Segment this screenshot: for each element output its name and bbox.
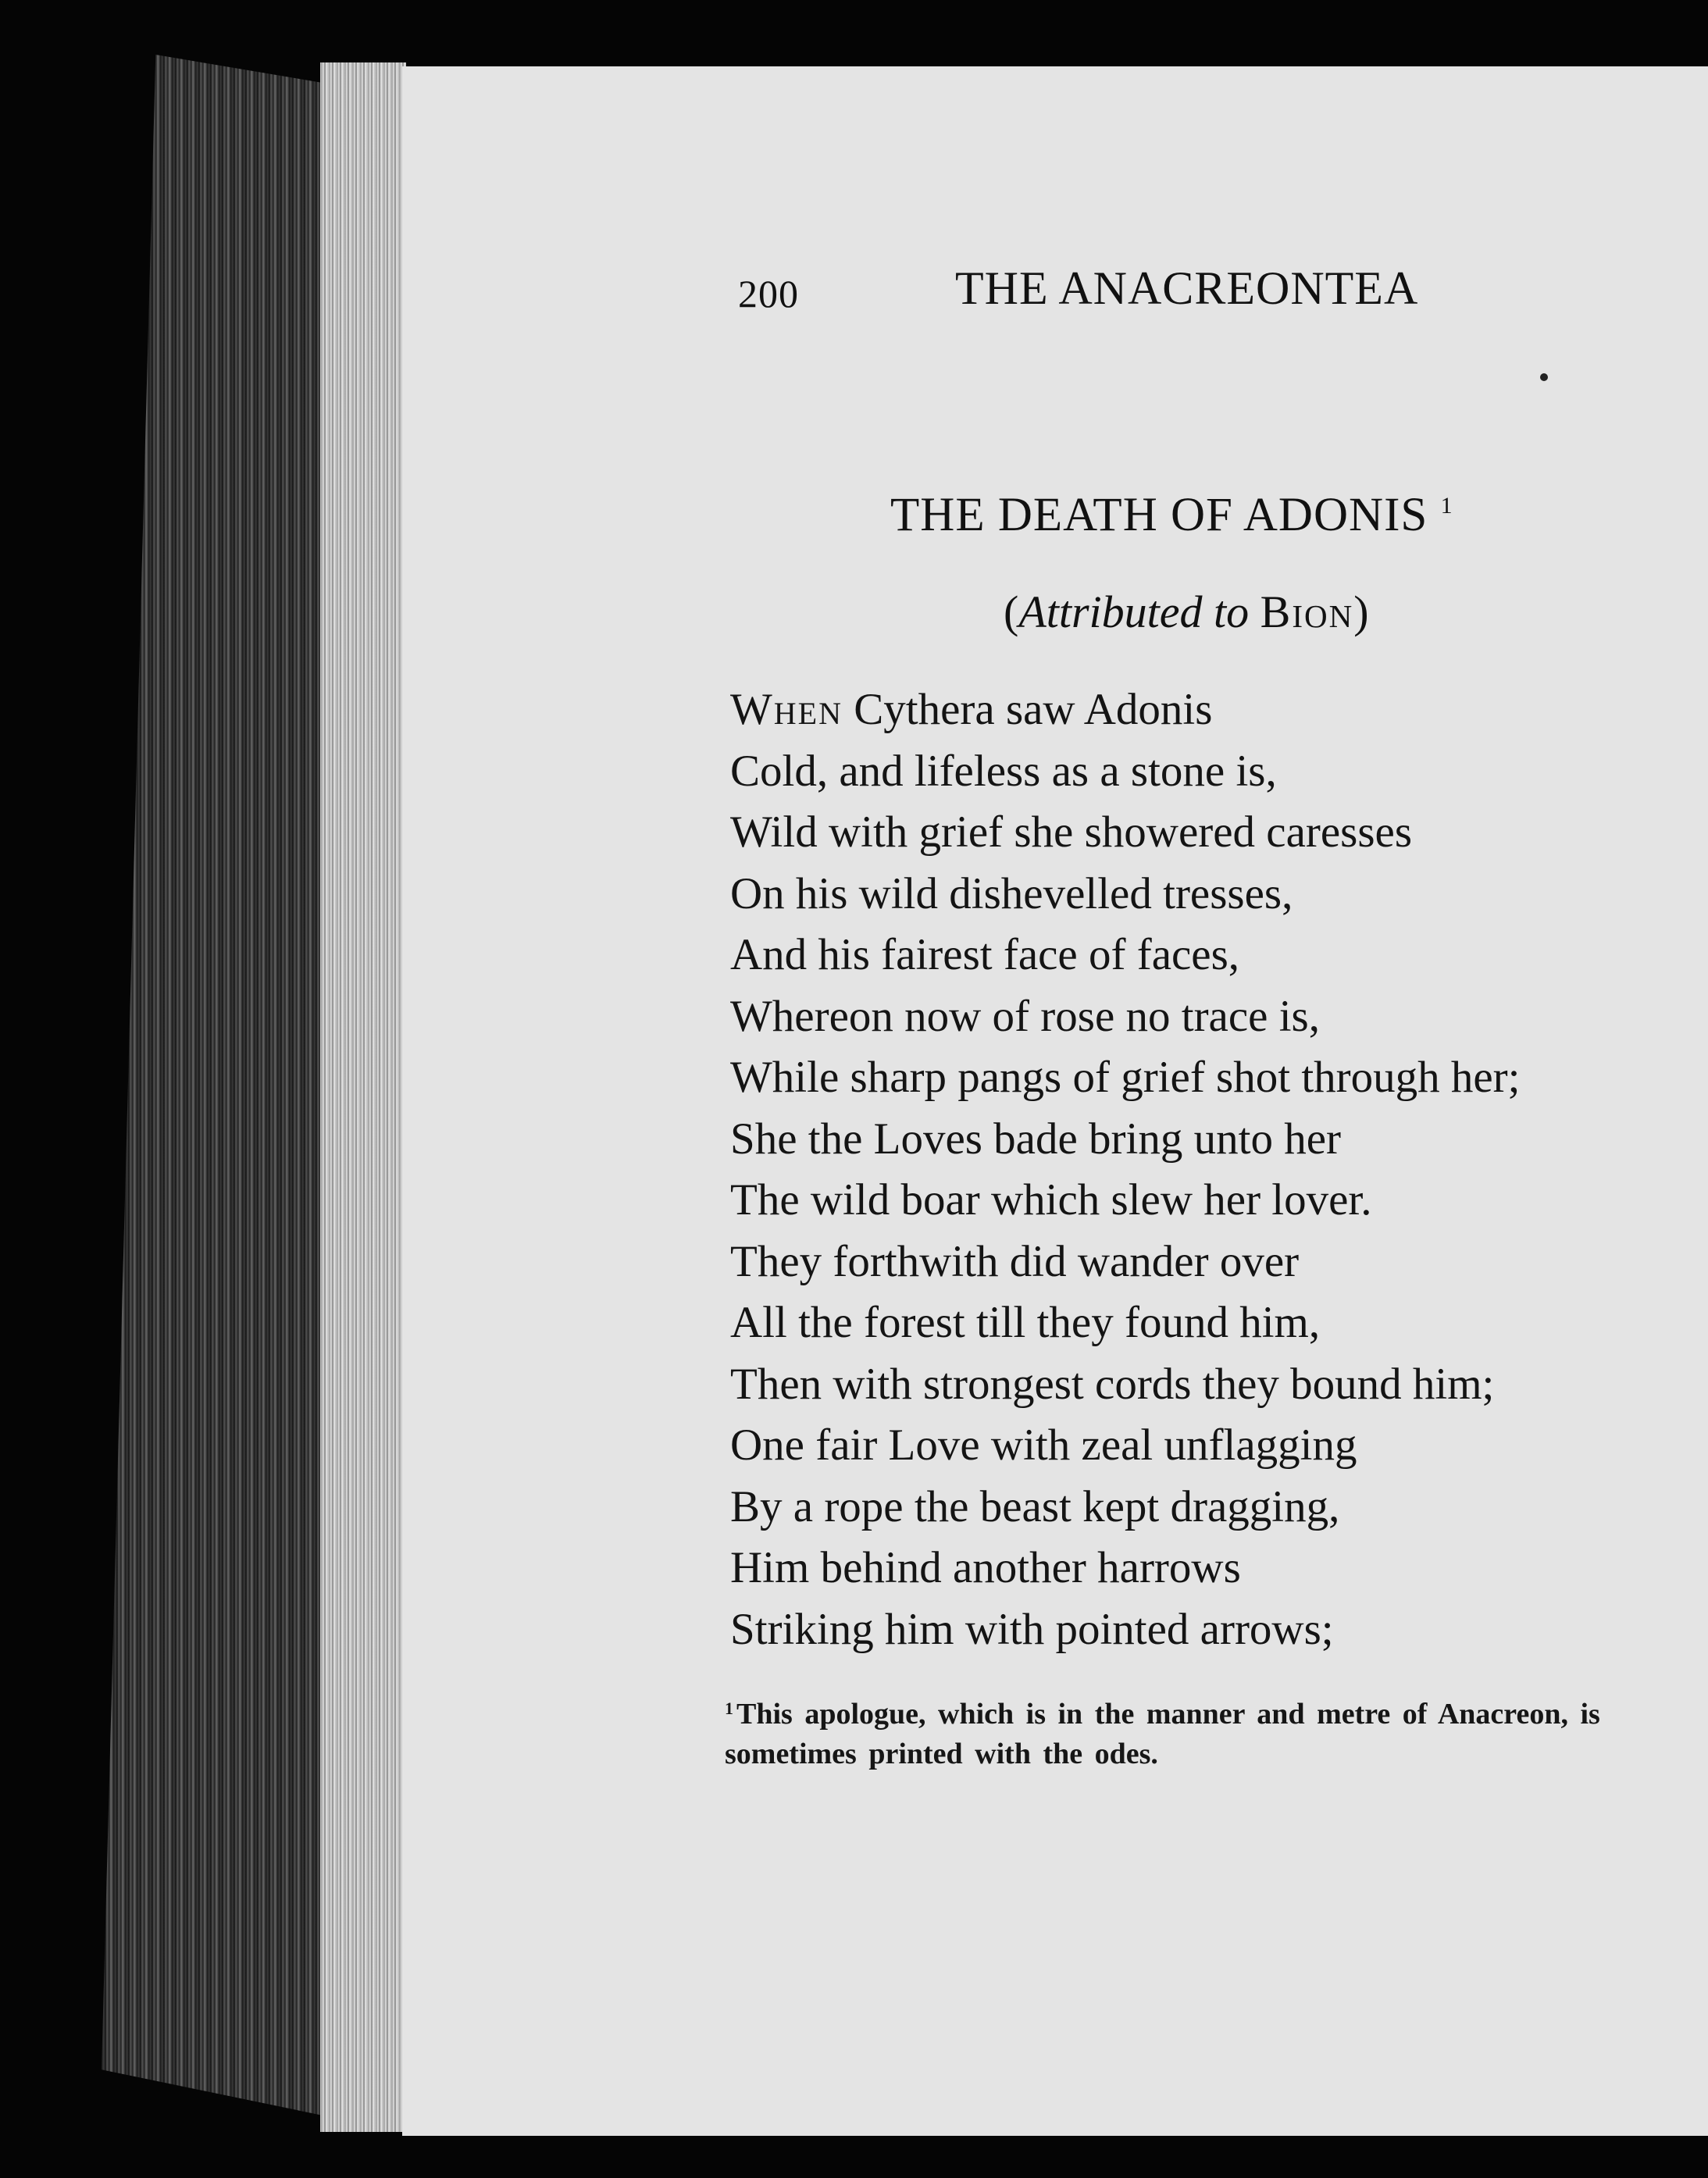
attribution-author: Bion <box>1260 586 1354 637</box>
attribution-close-paren: ) <box>1353 586 1369 637</box>
verse-line: Striking him with pointed arrows; <box>730 1604 1334 1654</box>
poem-title-text: THE DEATH OF ADONIS <box>890 489 1428 541</box>
verse-line: Cold, and lifeless as a stone is, <box>730 746 1277 796</box>
footnote-reference: 1 <box>1440 493 1453 519</box>
verse-line: While sharp pangs of grief shot through her; <box>730 1053 1521 1102</box>
print-speck <box>1540 373 1548 381</box>
footnote <box>725 1688 1662 1774</box>
page-edges <box>320 62 406 2132</box>
verse-line-text: Cythera saw Adonis <box>843 685 1213 734</box>
poem-attribution <box>1004 586 1369 638</box>
poem-verse <box>730 679 1521 1660</box>
verse-line: She the Loves bade bring unto her <box>730 1114 1341 1164</box>
verse-line: Then with strongest cords they bound him; <box>730 1359 1495 1409</box>
running-title: THE ANACREONTEA <box>955 262 1419 314</box>
verse-line: And his fairest face of faces, <box>730 930 1240 979</box>
footnote-text: This apologue, which is in the manner and metre of Anacreon, is sometimes printed with the odes. <box>725 1698 1600 1770</box>
verse-line: One fair Love with zeal unflagging <box>730 1421 1357 1470</box>
attribution-italic: Attributed to <box>1018 586 1250 637</box>
verse-line: Wild with grief she showered caresses <box>730 807 1413 857</box>
verse-first-word: When <box>730 685 843 734</box>
footnote-marker: 1 <box>725 1699 733 1718</box>
page-number: 200 <box>738 272 799 315</box>
verse-line: They forthwith did wander over <box>730 1236 1300 1286</box>
verse-line: Whereon now of rose no trace is, <box>730 991 1320 1041</box>
verse-line: Him behind another harrows <box>730 1543 1241 1592</box>
verse-line: By a rope the beast kept dragging, <box>730 1481 1340 1531</box>
verse-line: All the forest till they found him, <box>730 1298 1321 1347</box>
verse-line: The wild boar which slew her lover. <box>730 1175 1372 1224</box>
verse-line <box>730 679 1521 741</box>
attribution-open-paren: ( <box>1004 586 1019 637</box>
verse-line: On his wild dishevelled tresses, <box>730 868 1293 918</box>
poem-title <box>890 488 1453 543</box>
